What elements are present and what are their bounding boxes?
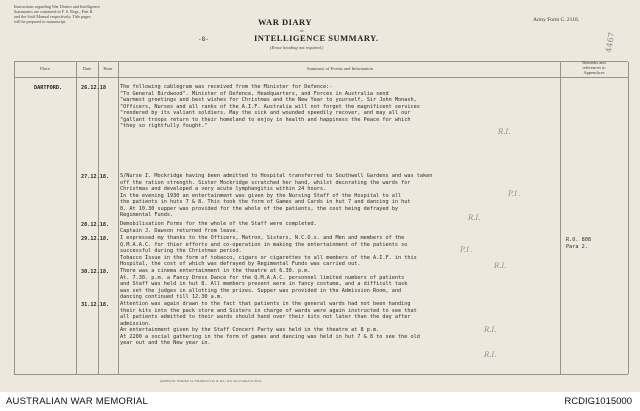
column-header-hour: Hour — [103, 66, 113, 71]
pencil-archive-number: 4467 — [603, 31, 617, 54]
entry-date: 31.12.18. — [81, 302, 110, 308]
column-divider — [76, 62, 77, 374]
table-top-rule — [14, 61, 628, 62]
table-border-right — [628, 62, 629, 374]
column-divider — [118, 62, 119, 374]
table-bottom-rule — [14, 374, 628, 375]
entry-date: 29.12.18. — [81, 236, 110, 242]
column-header-remarks: Remarks and references to Appendices — [582, 60, 606, 75]
remarks-reference: R.O. 808 Para 2. — [566, 237, 591, 250]
pencil-mark: P.1. — [508, 190, 521, 198]
entry-place: DARTFORD. — [34, 85, 63, 91]
entry-date: 28.12.18. — [81, 222, 110, 228]
entry-text: There was a cinema entertainment in the theatre at 6.30. p.m. At. 7.30. p.m. a Fancy Dress Dance for the Q.M.A.A.C. personnel limited numbers of patients and Staff was held in hut 8. All members present were in fancy costume, and a difficult task was set the judges in allotting the prizes. Supper was provided in the Admission Room, and dancing continued till 12.30 a.m. — [120, 268, 408, 300]
page-title: WAR DIARY — [258, 17, 313, 27]
entry-date: 27.12.18. — [81, 174, 110, 180]
table-header-rule — [14, 77, 628, 78]
page-number: -8- — [198, 36, 209, 43]
table-border-left — [14, 62, 15, 374]
entry-text: Demobilisation Forms for the whole of the Staff were completed. Captain J. Dawson returned from leave. — [120, 221, 317, 234]
erase-note: (Erase heading not required.) — [270, 45, 324, 50]
archive-record-id: RCDIG1015000 — [564, 396, 632, 407]
entry-date: 26.12.18 — [81, 85, 106, 91]
pencil-mark: R.I. — [498, 128, 511, 136]
army-form-number: Army Form C. 2118. — [533, 17, 580, 23]
pencil-mark: R.I. — [494, 262, 507, 270]
pencil-mark: R.I. — [484, 351, 497, 359]
column-header-summary: Summary of Events and Information — [307, 66, 373, 71]
entry-text: The following cablegram was received from the Minister for Defence:- "To General Birdwood". Minister of Defence, Headquarters, and Forces in Australia send "warmest greetings and best wishes for Christmas and the New Year to yourself, Sir John Monash, "Officers, Nurses and all ranks of the A.I.F. Australia will not forget the magnificent services "rendered by its valiant soldiers. May the sick and wounded speedily recover, and may all our "gallant troops return to their homeland to enjoy in health and happiness the Peace for which "they so rightfully fought." — [120, 84, 420, 129]
pencil-mark: R.I. — [468, 214, 481, 222]
column-divider — [98, 62, 99, 374]
archive-credit: AUSTRALIAN WAR MEMORIAL — [6, 396, 149, 407]
column-header-place: Place — [40, 66, 50, 71]
column-divider — [560, 62, 561, 374]
pencil-mark: P.1. — [460, 246, 473, 254]
instructions-note: Instructions regarding War Diaries and Intelligence Summaries are contained in F. S. Regs., Part II. and the Staff Manual respectively. Title pages will be prepared in manuscript. — [14, 4, 100, 24]
entry-text: S/Nurse I. Mockridge having been admitted to Hospital transferred to Southwell Gardens and was taken off the ration strength. Sister Mockridge scratched her hand, whilst decorating the wards for Christmas and developed a very acute lymphangitis within 24 hours. In the evening 1930 an entertainment was given by the Nursing Staff of the Hospital to all the patients in huts 7 & 8. This took the form of Games and Cards in hut 7 and dancing in hut 8. At 10.30 supper was provided for the whole of the patients, the cost being defrayed by Regimental Funds. — [120, 173, 433, 218]
column-header-date: Date — [82, 66, 92, 71]
entry-text: Attention was again drawn to the fact that patients in the general wards had not been handing their kits into the pack store and Sisters in charge of wards were again instructed to see that all patients admitted to their wards should hand over their kits not later than the day after admission. An entertainment given by the Staff Concert Party was held in the theatre at 8 p.m. At 2200 a social gathering in the form of games and dancing was held in hut 7 & 8 to see the old year out and the New year in. — [120, 301, 420, 346]
entry-text: I expressed my thanks to the Officers, Matron, Sisters, N.C.O.s. and Men and members of the Q.M.A.A.C. for thier efforts and co-operation in making the entertainment of the patients so successful during the Christmas period. Tobacco Issue in the form of tobacco, cigars or cigarettes to all members of the A.I.F. in this Hospital, the cost of which was defrayed by Regimental Funds was carried out. — [120, 235, 417, 267]
pencil-mark: R.I. — [484, 326, 497, 334]
entry-date: 30.12.18. — [81, 269, 110, 275]
printer-imprint: (A9950) Wt. W5025/P 14. 750,000 6/17 D. D. & L. Sch. 52a. Forms/C2118/14. — [160, 379, 262, 383]
title-or: or — [300, 28, 305, 33]
page-subtitle: INTELLIGENCE SUMMARY. — [254, 33, 379, 43]
